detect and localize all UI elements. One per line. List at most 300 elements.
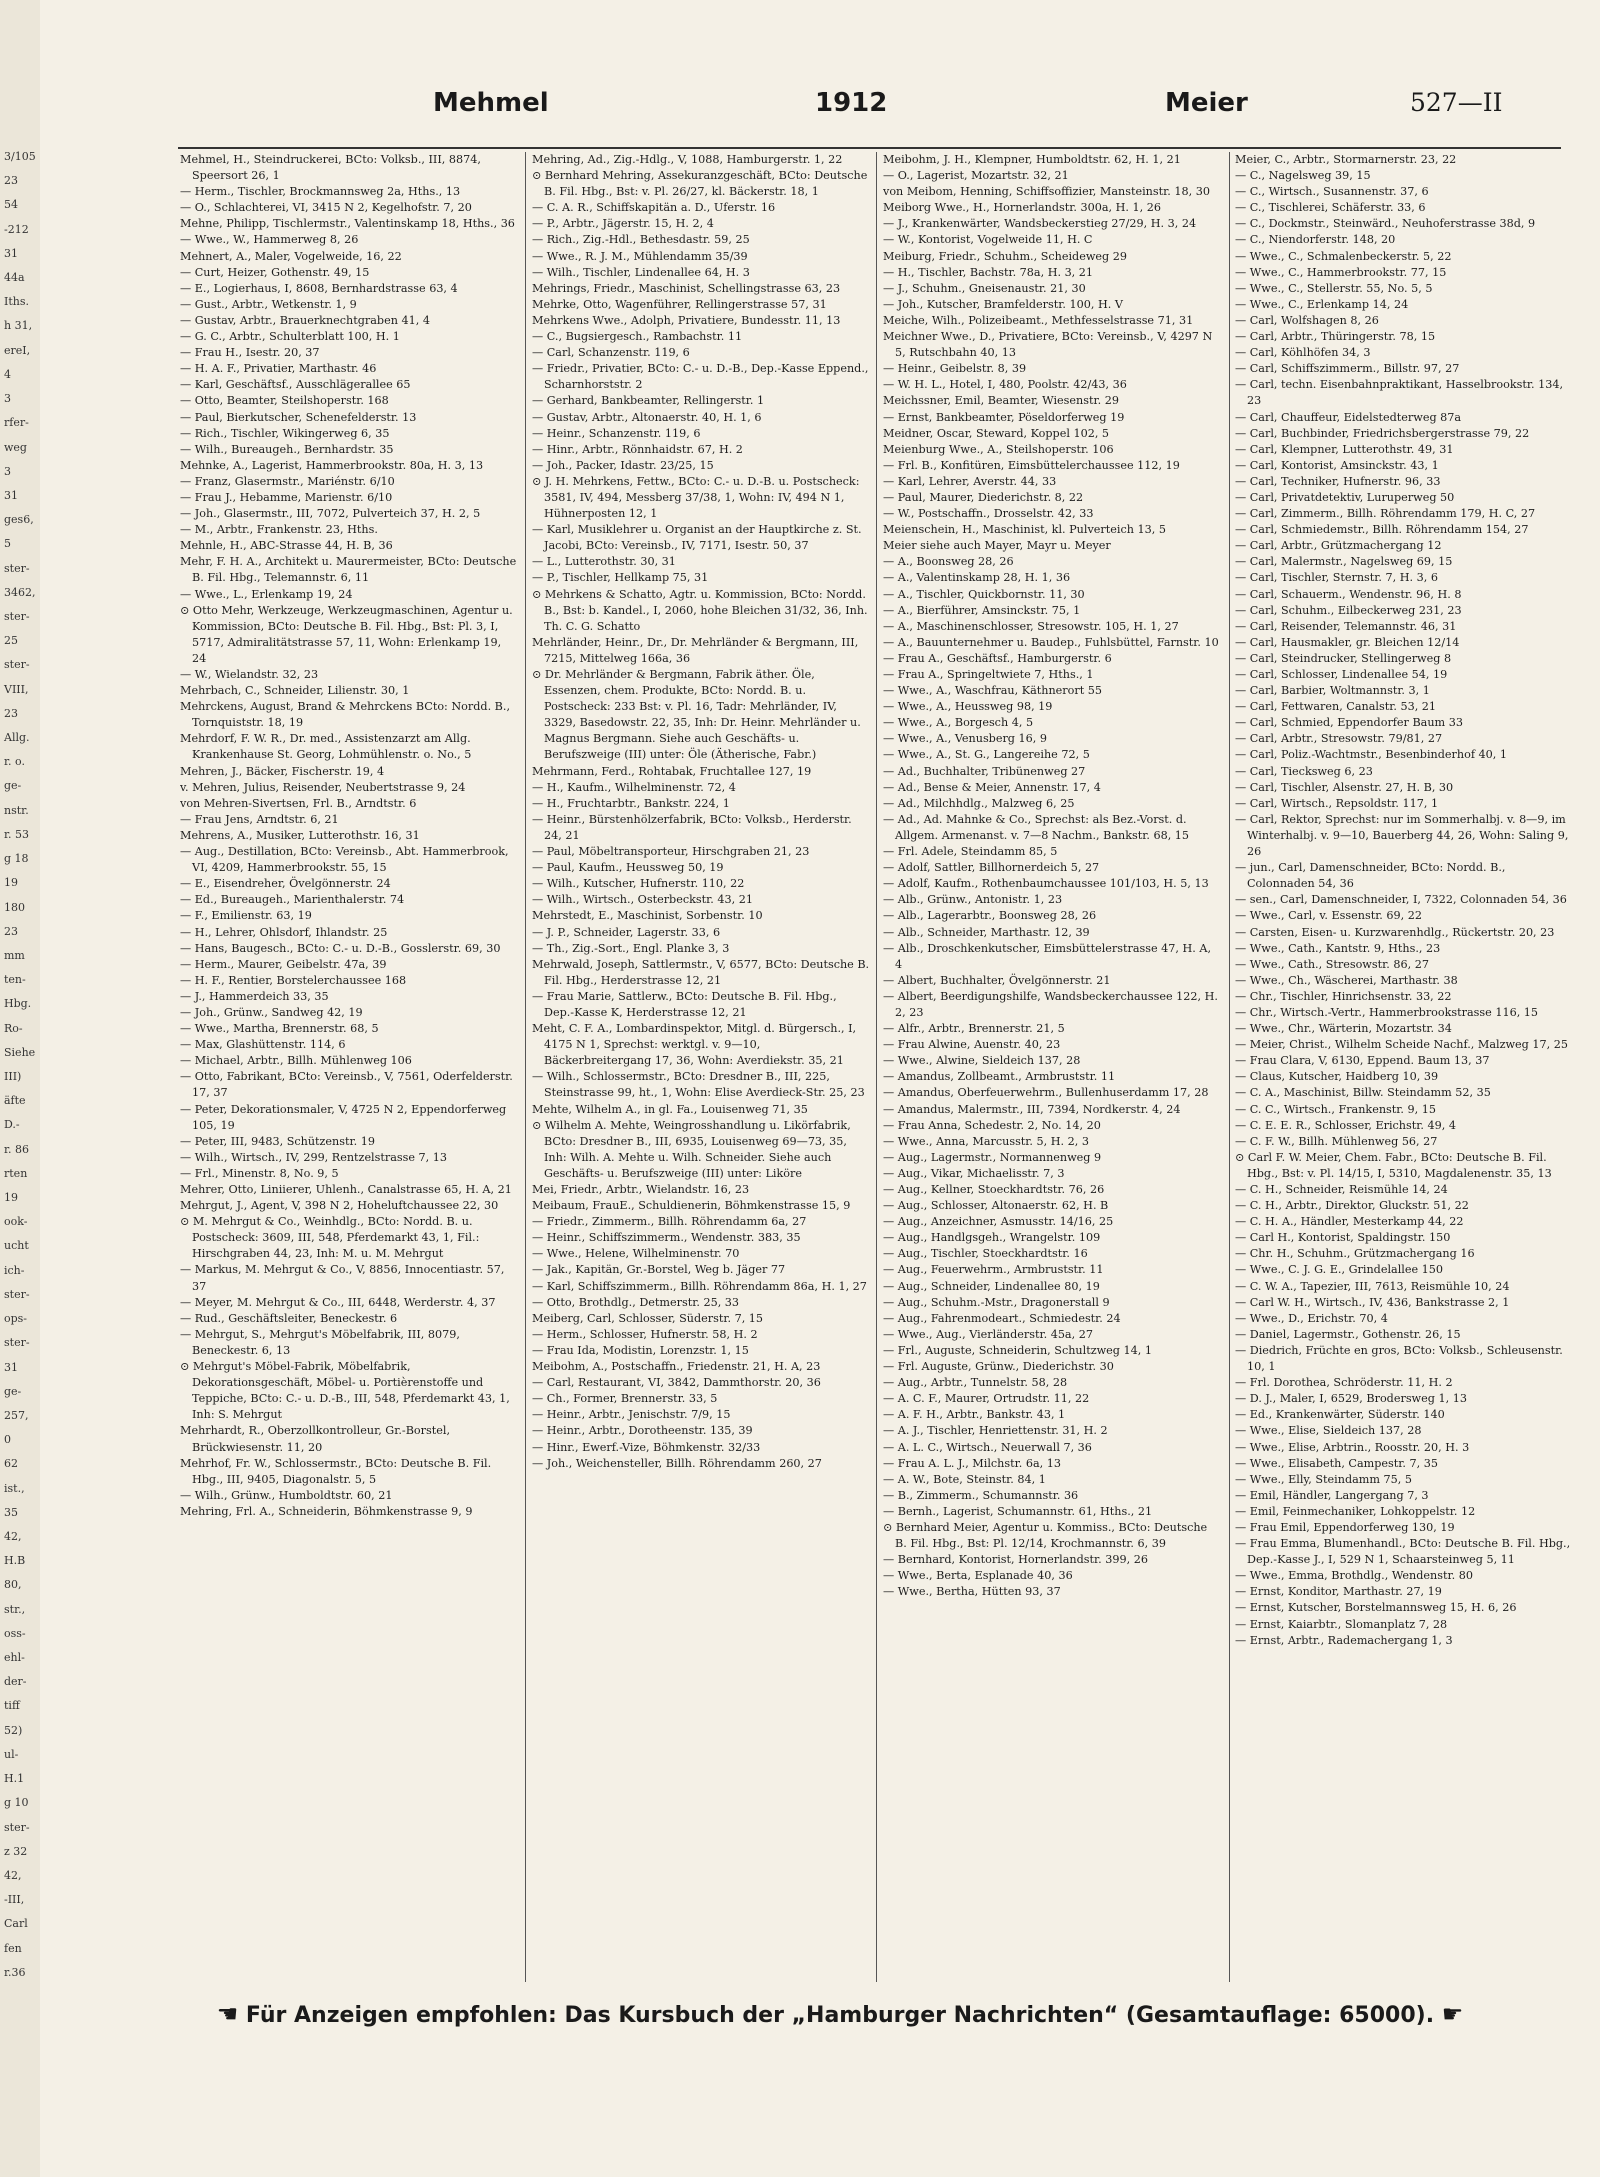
directory-entry: — H., Tischler, Bachstr. 78a, H. 3, 21 — [883, 265, 1094, 279]
gutter-fragment: weg — [4, 440, 27, 454]
directory-entry: — Hinr., Arbtr., Rönnhaidstr. 67, H. 2 — [532, 442, 743, 456]
directory-entry: — Karl, Lehrer, Averstr. 44, 33 — [883, 474, 1057, 488]
directory-entry: — Joh., Kutscher, Bramfelderstr. 100, H. V — [883, 297, 1123, 311]
directory-entry: — Wwe., Elise, Sieldeich 137, 28 — [1235, 1424, 1422, 1438]
gutter-fragment: Iths. — [4, 295, 29, 309]
directory-entry: — A., Valentinskamp 28, H. 1, 36 — [883, 571, 1071, 585]
directory-entry: — Frau A., Springeltwiete 7, Hths., 1 — [883, 668, 1094, 681]
directory-entry: — E., Eisendreher, Övelgönnerstr. 24 — [180, 877, 391, 891]
directory-entry: — Carl, Rektor, Sprechst: nur im Sommerhalbj. v. 8—9, im Winterhalbj. v. 9—10, Bauerberg 44, 26, Wohn: Saling 9, 26 — [1235, 812, 1569, 859]
gutter-fragment: mm — [4, 948, 25, 962]
directory-entry: — Aug., Kellner, Stoeckhardtstr. 76, 26 — [883, 1183, 1105, 1196]
directory-entry: — C., Dockmstr., Steinwärd., Neuhoferstrasse 38d, 9 — [1235, 217, 1536, 231]
directory-entry: Meichssner, Emil, Beamter, Wiesenstr. 29 — [883, 394, 1119, 408]
directory-entry: — E., Logierhaus, I, 8608, Bernhardstrasse 63, 4 — [180, 281, 458, 295]
directory-entry: — Frau Emil, Eppendorferweg 130, 19 — [1235, 1520, 1455, 1534]
directory-entry: — Ed., Krankenwärter, Süderstr. 140 — [1235, 1408, 1445, 1422]
gutter-fragment: 0 — [4, 1433, 11, 1447]
directory-entry: — Carl, Schanzenstr. 119, 6 — [532, 346, 690, 360]
directory-entry: — Diedrich, Früchte en gros, BCto: Volksb., Schleusenstr. 10, 1 — [1235, 1343, 1563, 1374]
directory-entry: — C. A. R., Schiffskapitän a. D., Uferstr. 16 — [532, 201, 776, 215]
column-divider — [876, 152, 877, 1982]
gutter-fragment: 23 — [4, 924, 18, 938]
directory-entry: — Markus, M. Mehrgut & Co., V, 8856, Innocentiastr. 57, 37 — [180, 1263, 505, 1293]
directory-entry: — A., Bauunternehmer u. Baudep., Fuhlsbüttel, Farnstr. 10 — [883, 635, 1219, 649]
directory-entry: — Frau A., Geschäftsf., Hamburgerstr. 6 — [883, 651, 1112, 665]
directory-entry: — Chr., Wirtsch.-Vertr., Hammerbrookstrasse 116, 15 — [1235, 1005, 1539, 1019]
directory-entry: — Friedr., Zimmerm., Billh. Röhrendamm 6a, 27 — [532, 1215, 807, 1229]
directory-entry: — Wwe., Bertha, Hütten 93, 37 — [883, 1585, 1061, 1599]
directory-entry: — Wwe., Cath., Kantstr. 9, Hths., 23 — [1235, 941, 1441, 955]
directory-entry: — Wwe., C. J. G. E., Grindelallee 150 — [1235, 1263, 1443, 1277]
page-header — [175, 88, 1565, 128]
directory-entry: — Wwe., Chr., Wärterin, Mozartstr. 34 — [1235, 1022, 1452, 1036]
directory-entry: — Wwe., A., St. G., Langereihe 72, 5 — [883, 748, 1090, 762]
directory-entry: — Aug., Feuerwehrm., Armbruststr. 11 — [883, 1263, 1104, 1277]
directory-entry: — Aug., Lagermstr., Normannenweg 9 — [883, 1150, 1102, 1164]
gutter-fragment: 19 — [4, 876, 18, 890]
directory-entry: — Franz, Glasermstr., Mariénstr. 6/10 — [180, 474, 395, 488]
directory-entry: — Wwe., A., Heussweg 98, 19 — [883, 700, 1053, 714]
gutter-fragment: 23 — [4, 174, 18, 188]
directory-entry: — Wwe., Elly, Steindamm 75, 5 — [1235, 1472, 1413, 1486]
directory-entry: Meichner Wwe., D., Privatiere, BCto: Vereinsb., V, 4297 N 5, Rutschbahn 40, 13 — [883, 330, 1213, 360]
gutter-fragment: ops- — [4, 1312, 28, 1326]
column-3 — [883, 152, 1221, 1992]
directory-entry: Meiborg Wwe., H., Hornerlandstr. 300a, H. 1, 26 — [883, 201, 1161, 215]
directory-entry: — Aug., Destillation, BCto: Vereinsb., Abt. Hammerbrook, VI, 4209, Hammerbrookstr. 55, 15 — [180, 845, 509, 875]
directory-entry: Meienschein, H., Maschinist, kl. Pulverteich 13, 5 — [883, 523, 1166, 537]
directory-entry: ⊙ Mehrgut's Möbel-Fabrik, Möbelfabrik, Dekorationsgeschäft, Möbel- u. Portièrenstoffe und Teppiche, BCto: C.- u. D.-B., III, 548, Pferdemarkt 43, 1, Inh: S. Mehrgut — [180, 1360, 510, 1422]
directory-entry: — Peter, Dekorationsmaler, V, 4725 N 2, Eppendorferweg 105, 19 — [180, 1102, 507, 1132]
directory-entry: — Wwe., Aug., Vierländerstr. 45a, 27 — [883, 1327, 1093, 1341]
directory-entry: Mehrwald, Joseph, Sattlermstr., V, 6577, BCto: Deutsche B. Fil. Hbg., Herderstrasse 12, 21 — [532, 957, 870, 987]
directory-entry: Mehrhardt, R., Oberzollkontrolleur, Gr.-Borstel, Brückwiesenstr. 11, 20 — [180, 1424, 450, 1454]
directory-entry: — Wwe., A., Venusberg 16, 9 — [883, 732, 1047, 746]
directory-entry: — Ernst, Bankbeamter, Pöseldorferweg 19 — [883, 410, 1125, 424]
directory-entry: — Carl H., Kontorist, Spaldingstr. 150 — [1235, 1231, 1451, 1245]
directory-entry: Mehrer, Otto, Liniierer, Uhlenh., Canalstrasse 65, H. A, 21 — [180, 1183, 512, 1196]
gutter-fragment: 31 — [4, 488, 18, 502]
column-2 — [532, 152, 870, 1992]
directory-entry: Mehnke, A., Lagerist, Hammerbrookstr. 80a, H. 3, 13 — [180, 458, 484, 472]
directory-entry: — Adolf, Sattler, Billhornerdeich 5, 27 — [883, 861, 1100, 875]
directory-entry: — Chr., Tischler, Hinrichsenstr. 33, 22 — [1235, 989, 1452, 1003]
gutter-fragment: fen — [4, 1941, 22, 1955]
directory-entry: — Rich., Zig.-Hdl., Bethesdastr. 59, 25 — [532, 233, 750, 247]
directory-entry: — C., Tischlerei, Schäferstr. 33, 6 — [1235, 201, 1426, 215]
directory-entry: — Amandus, Oberfeuerwehrm., Bullenhuserdamm 17, 28 — [883, 1086, 1209, 1100]
directory-entry: — D. J., Maler, I, 6529, Brodersweg 1, 13 — [1235, 1392, 1467, 1406]
gutter-fragment: 42, — [4, 1868, 22, 1882]
directory-entry: — P., Arbtr., Jägerstr. 15, H. 2, 4 — [532, 217, 714, 231]
directory-entry: — Frau Alwine, Auenstr. 40, 23 — [883, 1038, 1061, 1052]
gutter-fragment: r. o. — [4, 755, 25, 769]
directory-entry: — Frau Jens, Arndtstr. 6, 21 — [180, 812, 339, 826]
directory-entry: — A., Maschinenschlosser, Stresowstr. 105, H. 1, 27 — [883, 619, 1179, 633]
directory-entry: Mehne, Philipp, Tischlermstr., Valentinskamp 18, Hths., 36 — [180, 217, 515, 231]
directory-entry: — Carl, Privatdetektiv, Luruperweg 50 — [1235, 490, 1455, 504]
directory-entry: — F., Emilienstr. 63, 19 — [180, 909, 312, 923]
directory-entry: — Ed., Bureaugeh., Marienthalerstr. 74 — [180, 893, 405, 907]
gutter-fragment: 25 — [4, 634, 18, 648]
directory-entry: — Frl., Minenstr. 8, No. 9, 5 — [180, 1166, 339, 1180]
directory-entry: — Gustav, Arbtr., Brauerknechtgraben 41, 4 — [180, 313, 430, 327]
directory-entry: — Ernst, Arbtr., Rademachergang 1, 3 — [1235, 1633, 1453, 1647]
directory-entry: — Frl. Auguste, Grünw., Diederichstr. 30 — [883, 1360, 1114, 1374]
directory-entry: — Meier, Christ., Wilhelm Scheide Nachf., Malzweg 17, 25 — [1235, 1038, 1568, 1052]
directory-entry: — Carl, Kontorist, Amsinckstr. 43, 1 — [1235, 458, 1439, 472]
directory-entry: — Wilh., Bureaugeh., Bernhardstr. 35 — [180, 442, 394, 456]
gutter-fragment: str., — [4, 1602, 26, 1616]
directory-entry: Mehrbach, C., Schneider, Lilienstr. 30, 1 — [180, 684, 410, 698]
directory-entry: — W., Kontorist, Vogelweide 11, H. C — [883, 233, 1093, 247]
directory-entry: — W. H. L., Hotel, I, 480, Poolstr. 42/43, 36 — [883, 378, 1127, 392]
directory-entry: — Wwe., Anna, Marcusstr. 5, H. 2, 3 — [883, 1134, 1089, 1148]
gutter-fragment: 3462, — [4, 585, 36, 599]
gutter-fragment: äfte — [4, 1094, 26, 1108]
gutter-fragment: 52) — [4, 1723, 23, 1737]
directory-entry: Meibohm, A., Postschaffn., Friedenstr. 21, H. A, 23 — [532, 1360, 821, 1374]
gutter-fragment: ge- — [4, 1384, 22, 1398]
gutter-fragment: rfer- — [4, 416, 29, 430]
directory-entry: — Aug., Vikar, Michaelisstr. 7, 3 — [883, 1166, 1065, 1180]
directory-entry: — Frau Emma, Blumenhandl., BCto: Deutsche B. Fil. Hbg., Dep.-Kasse J., I, 529 N 1, Schaarsteinweg 5, 11 — [1235, 1537, 1571, 1567]
directory-entry: — Carl, Wolfshagen 8, 26 — [1235, 313, 1379, 327]
directory-entry: — B., Zimmerm., Schumannstr. 36 — [883, 1488, 1079, 1502]
directory-entry: — Paul, Möbeltransporteur, Hirschgraben 21, 23 — [532, 845, 810, 859]
directory-entry: — Aug., Anzeichner, Asmusstr. 14/16, 25 — [883, 1215, 1114, 1229]
directory-entry: ⊙ Mehrkens & Schatto, Agtr. u. Kommission, BCto: Nordd. B., Bst: b. Kandel., I, 2060, hohe Bleichen 31/32, 36, Inh. Th. C. G. Schatto — [532, 587, 868, 633]
directory-entry: — Carsten, Eisen- u. Kurzwarenhdlg., Rückertstr. 20, 23 — [1235, 925, 1555, 939]
directory-entry: — Alfr., Arbtr., Brennerstr. 21, 5 — [883, 1022, 1065, 1036]
directory-entry: — Emil, Händler, Langergang 7, 3 — [1235, 1488, 1429, 1502]
directory-entry: — C., Bugsiergesch., Rambachstr. 11 — [532, 330, 743, 344]
previous-page-gutter — [0, 0, 96, 2177]
directory-entry: — Amandus, Zollbeamt., Armbruststr. 11 — [883, 1070, 1116, 1084]
gutter-fragment: ehl- — [4, 1651, 25, 1665]
directory-entry: Mehrländer, Heinr., Dr., Dr. Mehrländer & Bergmann, III, 7215, Mittelweg 166a, 36 — [532, 635, 859, 665]
directory-entry: — J., Krankenwärter, Wandsbeckerstieg 27/29, H. 3, 24 — [883, 217, 1197, 231]
directory-entry: — Wwe., C., Schmalenbeckerstr. 5, 22 — [1235, 249, 1452, 263]
gutter-fragment: 42, — [4, 1530, 22, 1543]
directory-entry: v. Mehren, Julius, Reisender, Neubertstrasse 9, 24 — [180, 780, 466, 794]
directory-entry: Meiburg, Friedr., Schuhm., Scheideweg 29 — [883, 249, 1127, 263]
gutter-fragment: 31 — [4, 1360, 18, 1374]
directory-entry: Meht, C. F. A., Lombardinspektor, Mitgl. d. Bürgersch., I, 4175 N 1, Sprechst: werktgl. v. 9—10, Bäckerbreitergang 17, 36, Wohn: Averdiekstr. 35, 21 — [532, 1022, 857, 1068]
gutter-fragment: z 32 — [4, 1844, 28, 1858]
directory-entry: — Herm., Schlosser, Hufnerstr. 58, H. 2 — [532, 1327, 758, 1341]
directory-entry: — sen., Carl, Damenschneider, I, 7322, Colonnaden 54, 36 — [1235, 893, 1567, 907]
directory-entry: — J., Hammerdeich 33, 35 — [180, 989, 329, 1003]
gutter-fragment: 44a — [4, 271, 25, 285]
directory-entry: — Carl, Tischler, Alsenstr. 27, H. B, 30 — [1235, 780, 1454, 794]
directory-entry: — Claus, Kutscher, Haidberg 10, 39 — [1235, 1070, 1439, 1084]
directory-entry: — Jak., Kapitän, Gr.-Borstel, Weg b. Jäger 77 — [532, 1263, 786, 1277]
directory-entry: — C. A., Maschinist, Billw. Steindamm 52, 35 — [1235, 1086, 1491, 1100]
directory-entry: — Frau H., Isestr. 20, 37 — [180, 346, 320, 360]
directory-entry: — Carl, Hausmakler, gr. Bleichen 12/14 — [1235, 635, 1460, 649]
directory-entry: — Herm., Tischler, Brockmannsweg 2a, Hths., 13 — [180, 185, 461, 199]
directory-entry: — Hinr., Ewerf.-Vize, Böhmkenstr. 32/33 — [532, 1440, 761, 1454]
directory-entry: — O., Lagerist, Mozartstr. 32, 21 — [883, 169, 1069, 183]
gutter-fragment: VIII, — [4, 682, 29, 696]
directory-entry: — Daniel, Lagermstr., Gothenstr. 26, 15 — [1235, 1327, 1461, 1341]
directory-entry: — Aug., Fahrenmodeart., Schmiedestr. 24 — [883, 1311, 1121, 1325]
directory-entry: — Emil, Feinmechaniker, Lohkoppelstr. 12 — [1235, 1504, 1476, 1518]
directory-entry: — Gust., Arbtr., Wetkenstr. 1, 9 — [180, 297, 357, 311]
directory-entry: — Carl, Reisender, Telemannstr. 46, 31 — [1235, 619, 1457, 633]
header-right-keyword: Meier — [1165, 88, 1248, 118]
directory-entry: — Carl, Steindrucker, Stellingerweg 8 — [1235, 651, 1452, 665]
advertisement-text: Für Anzeigen empfohlen: Das Kursbuch der „Hamburger Nachrichten“ (Gesamtauflage: 65000). — [245, 2003, 1435, 2028]
directory-entry: Mehrdorf, F. W. R., Dr. med., Assistenzarzt am Allg. Krankenhause St. Georg, Lohmühlenstr. o. No., 5 — [180, 732, 472, 762]
directory-entry: — C. H., Arbtr., Direktor, Gluckstr. 51, 22 — [1235, 1199, 1469, 1213]
directory-entry: ⊙ Bernhard Meier, Agentur u. Kommiss., BCto: Deutsche B. Fil. Hbg., Bst: Pl. 12/14, Krochmannstr. 6, 39 — [883, 1520, 1208, 1551]
directory-entry: — H., Lehrer, Ohlsdorf, Ihlandstr. 25 — [180, 925, 388, 939]
directory-entry: — C., Niendorferstr. 148, 20 — [1235, 233, 1396, 247]
directory-entry: Mehrens, A., Musiker, Lutterothstr. 16, 31 — [180, 828, 420, 842]
directory-entry: — Carl, Fettwaren, Canalstr. 53, 21 — [1235, 700, 1437, 714]
directory-entry: Mehren, J., Bäcker, Fischerstr. 19, 4 — [180, 764, 385, 778]
directory-entry: — Paul, Bierkutscher, Schenefelderstr. 13 — [180, 410, 417, 424]
directory-entry: — Frl. Adele, Steindamm 85, 5 — [883, 845, 1058, 859]
directory-entry: — Alb., Grünw., Antonistr. 1, 23 — [883, 893, 1063, 907]
directory-entry: — Karl, Musiklehrer u. Organist an der Hauptkirche z. St. Jacobi, BCto: Vereinsb., IV, 7171, Isestr. 50, 37 — [532, 523, 862, 553]
gutter-fragment: ster- — [4, 561, 30, 575]
directory-entry: — Ad., Bense & Meier, Annenstr. 17, 4 — [883, 780, 1101, 794]
header-left-keyword: Mehmel — [433, 88, 549, 118]
gutter-fragment: 3/105 — [4, 150, 36, 163]
directory-entry: Mehrstedt, E., Maschinist, Sorbenstr. 10 — [532, 909, 763, 923]
directory-entry: — Carl, techn. Eisenbahnpraktikant, Hasselbrookstr. 134, 23 — [1235, 378, 1564, 408]
directory-entry: — Ch., Former, Brennerstr. 33, 5 — [532, 1392, 718, 1406]
directory-entry: — Paul, Maurer, Diederichstr. 8, 22 — [883, 490, 1084, 504]
directory-entry: — Carl, Zimmerm., Billh. Röhrendamm 179, H. C, 27 — [1235, 507, 1536, 521]
directory-entry: Mei, Friedr., Arbtr., Wielandstr. 16, 23 — [532, 1183, 750, 1196]
directory-entry: — W., Wielandstr. 32, 23 — [180, 668, 319, 681]
directory-entry: — Joh., Packer, Idastr. 23/25, 15 — [532, 458, 714, 472]
directory-entry: — Aug., Handlgsgeh., Wrangelstr. 109 — [883, 1231, 1101, 1245]
gutter-fragment: 3 — [4, 392, 11, 406]
directory-entry: — Alb., Lagerarbtr., Boonsweg 28, 26 — [883, 909, 1097, 923]
directory-entry: — Frau A. L. J., Milchstr. 6a, 13 — [883, 1456, 1061, 1470]
directory-entry: — Karl, Geschäftsf., Ausschlägerallee 65 — [180, 378, 411, 392]
directory-entry: — Wwe., Berta, Esplanade 40, 36 — [883, 1569, 1073, 1583]
directory-entry: — Mehrgut, S., Mehrgut's Möbelfabrik, III, 8079, Beneckestr. 6, 13 — [180, 1327, 460, 1357]
directory-entry: — Chr. H., Schuhm., Grützmachergang 16 — [1235, 1247, 1475, 1261]
directory-entry: — Aug., Schneider, Lindenallee 80, 19 — [883, 1279, 1100, 1293]
directory-entry: — Friedr., Privatier, BCto: C.- u. D.-B., Dep.-Kasse Eppend., Scharnhorststr. 2 — [532, 362, 869, 392]
directory-entry: — Wwe., L., Erlenkamp 19, 24 — [180, 587, 353, 601]
directory-entry: von Mehren-Sivertsen, Frl. B., Arndtstr. 6 — [180, 796, 417, 810]
directory-entry: — C., Nagelsweg 39, 15 — [1235, 169, 1371, 183]
gutter-fragment: 31 — [4, 246, 18, 260]
directory-entry: — Carl, Tischler, Sternstr. 7, H. 3, 6 — [1235, 571, 1438, 585]
directory-entry: von Meibom, Henning, Schiffsoffizier, Mansteinstr. 18, 30 — [883, 185, 1210, 199]
directory-entry: Mehrmann, Ferd., Rohtabak, Fruchtallee 127, 19 — [532, 764, 812, 778]
gutter-fragment: -III, — [4, 1893, 25, 1907]
directory-entry: — A. F. H., Arbtr., Bankstr. 43, 1 — [883, 1408, 1066, 1422]
directory-entry: — Rich., Tischler, Wikingerweg 6, 35 — [180, 426, 390, 440]
directory-entry: — Frau Ida, Modistin, Lorenzstr. 1, 15 — [532, 1343, 749, 1357]
directory-entry: — Frau Clara, V, 6130, Eppend. Baum 13, 37 — [1235, 1054, 1490, 1068]
gutter-fragment: g 18 — [4, 852, 29, 866]
directory-entry: — Carl, Tiecksweg 6, 23 — [1235, 764, 1373, 778]
directory-entry: — Carl W. H., Wirtsch., IV, 436, Bankstrasse 2, 1 — [1235, 1295, 1510, 1309]
directory-entry: Mehr, F. H. A., Architekt u. Maurermeister, BCto: Deutsche B. Fil. Hbg., Telemannstr. 6, 11 — [180, 555, 517, 585]
directory-entry: ⊙ Otto Mehr, Werkzeuge, Werkzeugmaschinen, Agentur u. Kommission, BCto: Deutsche B. Fil. Hbg., Bst: Pl. 3, I, 5717, Admiralitätstrasse 57, 11, Wohn: Erlenkamp 19, 24 — [180, 603, 513, 665]
directory-entry: — H. A. F., Privatier, Marthastr. 46 — [180, 362, 377, 376]
directory-entry: — Paul, Kaufm., Heussweg 50, 19 — [532, 861, 724, 875]
directory-entry: — C. H. A., Händler, Mesterkamp 44, 22 — [1235, 1215, 1464, 1229]
directory-entry: — A. W., Bote, Steinstr. 84, 1 — [883, 1472, 1046, 1486]
directory-entry: — Carl, Wirtsch., Repsoldstr. 117, 1 — [1235, 796, 1439, 810]
gutter-fragment: ster- — [4, 1820, 30, 1834]
gutter-fragment: 257, — [4, 1408, 29, 1422]
directory-entry: Meibaum, FrauE., Schuldienerin, Böhmkenstrasse 15, 9 — [532, 1199, 851, 1213]
directory-entry: — Wwe., A., Borgesch 4, 5 — [883, 716, 1034, 730]
gutter-fragment: 180 — [4, 900, 25, 914]
gutter-fragment: nstr. — [4, 803, 29, 817]
directory-entry: — Alb., Droschkenkutscher, Eimsbüttelerstrasse 47, H. A, 4 — [883, 941, 1212, 971]
directory-entry: — Ernst, Kutscher, Borstelmannsweg 15, H. 6, 26 — [1235, 1601, 1517, 1615]
directory-entry: — Frau J., Hebamme, Marienstr. 6/10 — [180, 490, 393, 504]
gutter-fragment: oss- — [4, 1626, 26, 1640]
directory-entry: Mehring, Frl. A., Schneiderin, Böhmkenstrasse 9, 9 — [180, 1504, 473, 1518]
gutter-fragment: ucht — [4, 1239, 29, 1253]
directory-entry: — Wilh., Grünw., Humboldtstr. 60, 21 — [180, 1488, 393, 1502]
gutter-fragment: Ro- — [4, 1021, 23, 1035]
gutter-fragment: Allg. — [4, 731, 30, 745]
directory-entry: — A., Boonsweg 28, 26 — [883, 555, 1014, 569]
gutter-fragment: 4 — [4, 367, 11, 381]
directory-entry: ⊙ Bernhard Mehring, Assekuranzgeschäft, BCto: Deutsche B. Fil. Hbg., Bst: v. Pl. 26/27, kl. Bäckerstr. 18, 1 — [532, 169, 868, 199]
directory-entry: — Heinr., Arbtr., Jenischstr. 7/9, 15 — [532, 1408, 731, 1422]
directory-entry: — Michael, Arbtr., Billh. Mühlenweg 106 — [180, 1054, 412, 1068]
gutter-fragment: ul- — [4, 1747, 19, 1761]
directory-entry: — Heinr., Schiffszimmerm., Wendenstr. 383, 35 — [532, 1231, 801, 1245]
directory-entry: — J. P., Schneider, Lagerstr. 33, 6 — [532, 925, 721, 939]
directory-entry: — H., Fruchtarbtr., Bankstr. 224, 1 — [532, 796, 730, 810]
directory-entry: — Joh., Glasermstr., III, 7072, Pulverteich 37, H. 2, 5 — [180, 507, 481, 521]
directory-entry: — Wilh., Tischler, Lindenallee 64, H. 3 — [532, 265, 750, 279]
directory-entry: — Frl., Auguste, Schneiderin, Schultzweg 14, 1 — [883, 1343, 1152, 1357]
pointing-hand-icon: ☚ — [216, 2000, 239, 2028]
directory-entry: — Wwe., Cath., Stresowstr. 86, 27 — [1235, 957, 1429, 971]
directory-entry: Meidner, Oscar, Steward, Koppel 102, 5 — [883, 426, 1110, 440]
gutter-fragment: 35 — [4, 1505, 18, 1519]
directory-entry: — Carl, Techniker, Hufnerstr. 96, 33 — [1235, 474, 1441, 488]
directory-entry: — Heinr., Geibelstr. 8, 39 — [883, 362, 1027, 376]
gutter-fragment: ook- — [4, 1215, 28, 1229]
directory-entry: — Frau Marie, Sattlerw., BCto: Deutsche B. Fil. Hbg., Dep.-Kasse K, Herderstrasse 12, 21 — [532, 989, 837, 1019]
gutter-fragment: ich- — [4, 1263, 25, 1277]
directory-entry: — Aug., Arbtr., Tunnelstr. 58, 28 — [883, 1376, 1068, 1390]
directory-entry: — Carl, Köhlhöfen 34, 3 — [1235, 346, 1371, 360]
directory-entry: — G. C., Arbtr., Schulterblatt 100, H. 1 — [180, 330, 400, 344]
directory-entry: — Peter, III, 9483, Schützenstr. 19 — [180, 1134, 375, 1148]
gutter-fragment: 54 — [4, 198, 18, 212]
directory-entry: — Carl, Schlosser, Lindenallee 54, 19 — [1235, 668, 1448, 681]
pointing-hand-icon: ☛ — [1441, 2000, 1464, 2028]
directory-entry: — Curt, Heizer, Gothenstr. 49, 15 — [180, 265, 370, 279]
directory-entry: — Heinr., Bürstenhölzerfabrik, BCto: Volksb., Herderstr. 24, 21 — [532, 812, 852, 842]
directory-entry: Meiche, Wilh., Polizeibeamt., Methfesselstrasse 71, 31 — [883, 313, 1194, 327]
directory-entry: — Carl, Arbtr., Stresowstr. 79/81, 27 — [1235, 732, 1443, 746]
column-divider — [525, 152, 526, 1982]
directory-entry: — Wwe., Alwine, Sieldeich 137, 28 — [883, 1054, 1081, 1068]
directory-entry: — Carl, Schiffszimmerm., Billstr. 97, 27 — [1235, 362, 1460, 376]
directory-entry: — Adolf, Kaufm., Rothenbaumchaussee 101/103, H. 5, 13 — [883, 877, 1209, 891]
directory-entry: — O., Schlachterei, VI, 3415 N 2, Kegelhofstr. 7, 20 — [180, 201, 472, 215]
gutter-fragment: ist., — [4, 1481, 25, 1495]
gutter-fragment: H.B — [4, 1554, 26, 1568]
directory-entry: — Wwe., Emma, Brothdlg., Wendenstr. 80 — [1235, 1569, 1473, 1583]
directory-entry: — Wwe., C., Hammerbrookstr. 77, 15 — [1235, 265, 1447, 279]
column-4 — [1235, 152, 1573, 1992]
directory-entry: ⊙ M. Mehrgut & Co., Weinhdlg., BCto: Nordd. B. u. Postscheck: 3609, III, 548, Pferdemarkt 43, 1, Fil.: Hirschgraben 44, 23, Inh: M. u. M. Mehrgut — [180, 1215, 480, 1261]
directory-entry: — Wwe., R. J. M., Mühlendamm 35/39 — [532, 249, 748, 263]
gutter-fragment: tiff — [4, 1699, 20, 1713]
gutter-fragment: r. 86 — [4, 1142, 30, 1156]
gutter-fragment: r. 53 — [4, 827, 30, 841]
directory-entry: — C., Wirtsch., Susannenstr. 37, 6 — [1235, 185, 1429, 199]
directory-entry: Meienburg Wwe., A., Steilshoperstr. 106 — [883, 442, 1114, 456]
gutter-fragment: 62 — [4, 1457, 18, 1471]
gutter-fragment: g 10 — [4, 1796, 29, 1810]
gutter-fragment: h 31, — [4, 319, 33, 333]
directory-entry: — Otto, Fabrikant, BCto: Vereinsb., V, 7561, Oderfelderstr. 17, 37 — [180, 1070, 513, 1100]
gutter-fragment: ster- — [4, 1287, 30, 1301]
directory-entry: — jun., Carl, Damenschneider, BCto: Nordd. B., Colonnaden 54, 36 — [1235, 861, 1506, 891]
directory-entry: — Aug., Tischler, Stoeckhardtstr. 16 — [883, 1247, 1088, 1261]
directory-entry: — C. E. E. R., Schlosser, Erichstr. 49, 4 — [1235, 1118, 1456, 1132]
header-year: 1912 — [815, 88, 888, 118]
gutter-fragment: 5 — [4, 537, 11, 551]
directory-entry: — Carl, Arbtr., Grützmachergang 12 — [1235, 539, 1442, 553]
directory-entry: — Wilh., Wirtsch., IV, 299, Rentzelstrasse 7, 13 — [180, 1150, 448, 1164]
directory-entry: — C. C., Wirtsch., Frankenstr. 9, 15 — [1235, 1102, 1436, 1116]
gutter-fragment: ge- — [4, 779, 22, 793]
directory-entry: ⊙ J. H. Mehrkens, Fettw., BCto: C.- u. D.-B. u. Postscheck: 3581, IV, 494, Messberg 37/38, 1, Wohn: IV, 494 N 1, Hühnerposten 12, 1 — [532, 474, 860, 521]
directory-entry: — Joh., Weichensteller, Billh. Röhrendamm 260, 27 — [532, 1456, 822, 1470]
directory-entry: — P., Tischler, Hellkamp 75, 31 — [532, 571, 709, 585]
directory-entry: — Wwe., D., Erichstr. 70, 4 — [1235, 1311, 1388, 1325]
directory-entry: — Wwe., Helene, Wilhelminenstr. 70 — [532, 1247, 740, 1261]
directory-entry: Mehring, Ad., Zig.-Hdlg., V, 1088, Hamburgerstr. 1, 22 — [532, 153, 843, 166]
directory-entry: — Wilh., Kutscher, Hufnerstr. 110, 22 — [532, 877, 745, 891]
directory-entry: — Frau Anna, Schedestr. 2, No. 14, 20 — [883, 1118, 1101, 1132]
directory-entry: — Albert, Beerdigungshilfe, Wandsbeckerchaussee 122, H. 2, 23 — [883, 989, 1218, 1019]
gutter-fragment: Hbg. — [4, 997, 32, 1011]
gutter-fragment: ster- — [4, 1336, 30, 1350]
directory-entry: — Wwe., Elisabeth, Campestr. 7, 35 — [1235, 1456, 1438, 1470]
directory-entry: Meiberg, Carl, Schlosser, Süderstr. 7, 15 — [532, 1311, 764, 1325]
gutter-fragment: r.36 — [4, 1965, 26, 1979]
directory-entry: ⊙ Wilhelm A. Mehte, Weingrosshandlung u. Likörfabrik, BCto: Dresdner B., III, 6935, Louisenweg 69—73, 35, Inh: Wilh. A. Mehte u. Wilh. Schneider. Siehe auch Geschäfts- u. Berufszweige (III) unter: Liköre — [532, 1118, 851, 1180]
gutter-fragment: Siehe — [4, 1045, 36, 1059]
directory-entry: — H. F., Rentier, Borstelerchaussee 168 — [180, 973, 407, 987]
directory-entry: — Wwe., C., Erlenkamp 14, 24 — [1235, 297, 1409, 311]
directory-entry: Mehrgut, J., Agent, V, 398 N 2, Hoheluftchaussee 22, 30 — [180, 1199, 499, 1213]
directory-entry: — Ad., Milchhdlg., Malzweg 6, 25 — [883, 796, 1075, 810]
directory-entry: — Wwe., Carl, v. Essenstr. 69, 22 — [1235, 909, 1423, 923]
directory-entry: — Meyer, M. Mehrgut & Co., III, 6448, Werderstr. 4, 37 — [180, 1295, 496, 1309]
gutter-fragment: 23 — [4, 706, 18, 720]
directory-entry: — Albert, Buchhalter, Övelgönnerstr. 21 — [883, 973, 1111, 987]
directory-entry: — Carl, Barbier, Woltmannstr. 3, 1 — [1235, 684, 1430, 698]
